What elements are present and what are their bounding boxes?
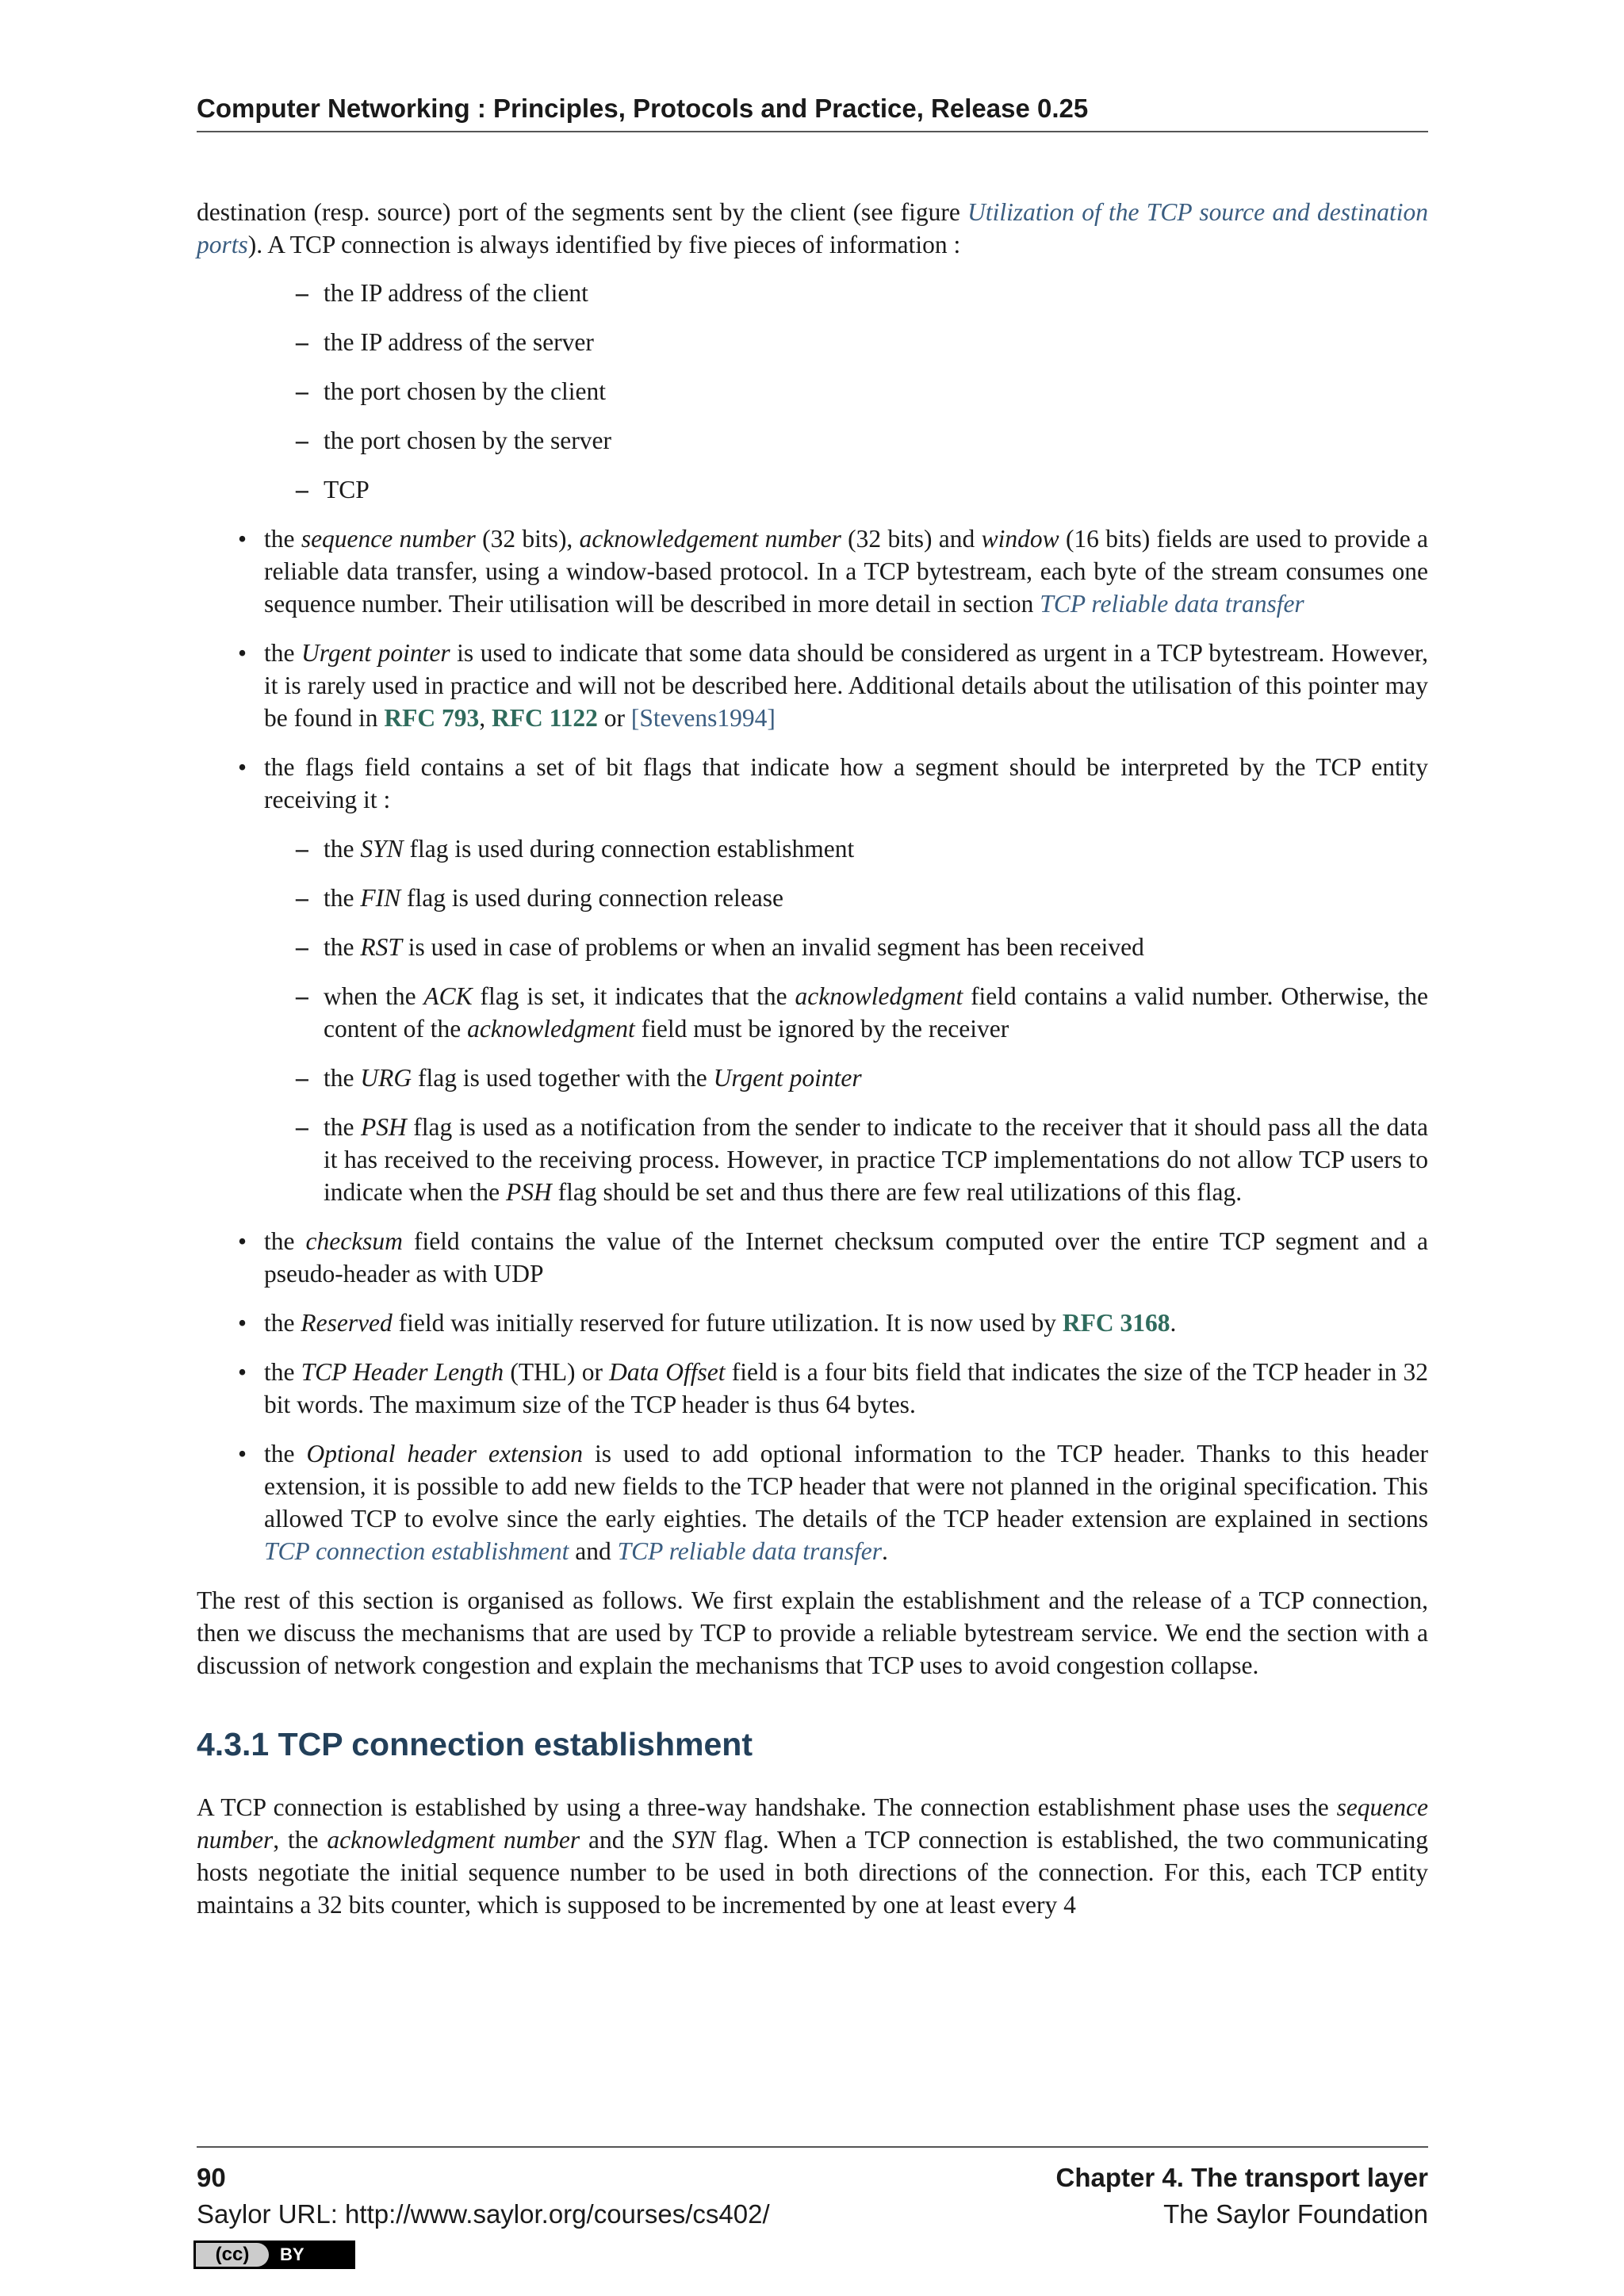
flag-rst: – the RST is used in case of problems or when an invalid segment has been received [324,931,1428,963]
section-paragraph: A TCP connection is established by using a three-way handshake. The connection establishment phase uses the sequence number, the acknowledgment number and the SYN flag. When a TCP connection is established, the two communicating hosts negotiate the initial sequence number to be used in both directions of the connection. For this, each TCP entity maintains a 32 bits counter, which is supposed to be incremented by one at least every 4 [197,1793,1428,1919]
page-footer [197,2146,1428,2233]
list-item: – the port chosen by the server [324,424,1428,457]
figure-link[interactable]: Utilization of the TCP source and destination ports [197,198,1428,258]
list-item: – TCP [324,473,1428,506]
by-label: BY [280,2244,304,2264]
section-heading: 4.3.1 TCP connection establishment [197,1726,753,1762]
list-item: – the IP address of the server [324,326,1428,358]
header-fields-list [197,522,1428,1567]
section-link-connection-establishment[interactable]: TCP connection establishment [264,1537,569,1565]
intro-paragraph: destination (resp. source) port of the segments sent by the client (see figure Utilization of the TCP source and destination ports). A TCP connection is always identified by five pieces of information : [197,198,1428,258]
section-link-reliable-transfer[interactable]: TCP reliable data transfer [617,1537,883,1565]
list-item: – the port chosen by the client [324,375,1428,408]
document-page [197,0,1428,2296]
flag-urg: – the URG flag is used together with the Urgent pointer [324,1062,1428,1094]
bullet-reserved: • the Reserved field was initially reserved for future utilization. It is now used by RFC 3168. [264,1307,1428,1339]
bullet-checksum: • the checksum field contains the value of the Internet checksum computed over the entire TCP segment and a pseudo-header as with UDP [264,1225,1428,1290]
citation-stevens-link[interactable]: [Stevens1994] [630,704,776,732]
rfc-1122-link[interactable]: RFC 1122 [491,704,598,732]
rfc-3168-link[interactable]: RFC 3168 [1062,1309,1170,1337]
flags-list [264,832,1428,1208]
flag-psh: – the PSH flag is used as a notification from the sender to indicate to the receiver that it should pass all the data it has received to the receiving process. However, in practice TCP implementations do not allow TCP users to indicate when the PSH flag should be set and thus there are few real utilizations of this flag. [324,1111,1428,1208]
rfc-793-link[interactable]: RFC 793 [384,704,480,732]
list-item: – the IP address of the client [324,277,1428,309]
bullet-header-length: • the TCP Header Length (THL) or Data Offset field is a four bits field that indicates the size of the TCP header in 32 bit words. The maximum size of the TCP header is thus 64 bytes. [264,1356,1428,1421]
cc-by-license-icon [193,2241,355,2269]
book-title: Computer Networking : Principles, Protocols and Practice, Release 0.25 [197,94,1089,123]
bullet-optional-extension: • the Optional header extension is used to add optional information to the TCP header. Thanks to this header extension, it is possible to add new fields to the TCP header that were not planned in the original specification. This allowed TCP to evolve since the early eighties. The details of the TCP header extension are explained in sections TCP connection establishment and TCP reliable data transfer. [264,1437,1428,1567]
rest-paragraph: The rest of this section is organised as follows. We first explain the establishment and the release of a TCP connection, then we discuss the mechanisms that are used by TCP to provide a reliable bytestream service. We end the section with a discussion of network congestion and explain the mechanisms that TCP uses to avoid congestion collapse. [197,1586,1428,1679]
flag-ack: – when the ACK flag is set, it indicates that the acknowledgment field contains a valid number. Otherwise, the content of the acknowledgment field must be ignored by the receiver [324,980,1428,1045]
running-header [197,91,1428,132]
saylor-url: Saylor URL: http://www.saylor.org/courses/cs402/ [197,2199,770,2229]
chapter-title: Chapter 4. The transport layer [1055,2163,1428,2192]
foundation-name: The Saylor Foundation [1163,2199,1428,2229]
bullet-urgent-pointer: • the Urgent pointer is used to indicate that some data should be considered as urgent in a TCP bytestream. However, it is rarely used in practice and will not be described here. Additional details about the utilisation of this pointer may be found in RFC 793, RFC 1122 or [Stevens1994] [264,637,1428,734]
page-number: 90 [197,2163,226,2192]
flag-fin: – the FIN flag is used during connection release [324,882,1428,914]
bullet-flags: • the flags field contains a set of bit flags that indicate how a segment should be interpreted by the TCP entity receiving it : – the SYN flag is used during connection establishment – the FIN flag is used during connection release – the RST is used in case of problems or when an invalid segment has been received – when the ACK flag is set, it indicates that the acknowledgment field contains a valid number. Otherwise, the content of the acknowledgment field must be ignored by the receiver – the URG flag is used together with the Urgent pointer – the PSH flag is used as a notification from the sender to indicate to the receiver that it should pass all the data it has received to the receiving process. However, in practice TCP implementations do not allow TCP users to indicate when the PSH flag should be set and thus there are few real utilizations of this flag. [264,751,1428,1208]
page-body [197,196,1428,1921]
five-tuple-list [197,277,1428,506]
flag-syn: – the SYN flag is used during connection establishment [324,832,1428,865]
section-link-reliable-transfer[interactable]: TCP reliable data transfer [1040,590,1304,618]
cc-icon: (cc) [196,2243,269,2267]
bullet-sequence-number: • the sequence number (32 bits), acknowledgement number (32 bits) and window (16 bits) fields are used to provide a reliable data transfer, using a window-based protocol. In a TCP bytestream, each byte of the stream consumes one sequence number. Their utilisation will be described in more detail in section TCP reliable data transfer [264,522,1428,620]
